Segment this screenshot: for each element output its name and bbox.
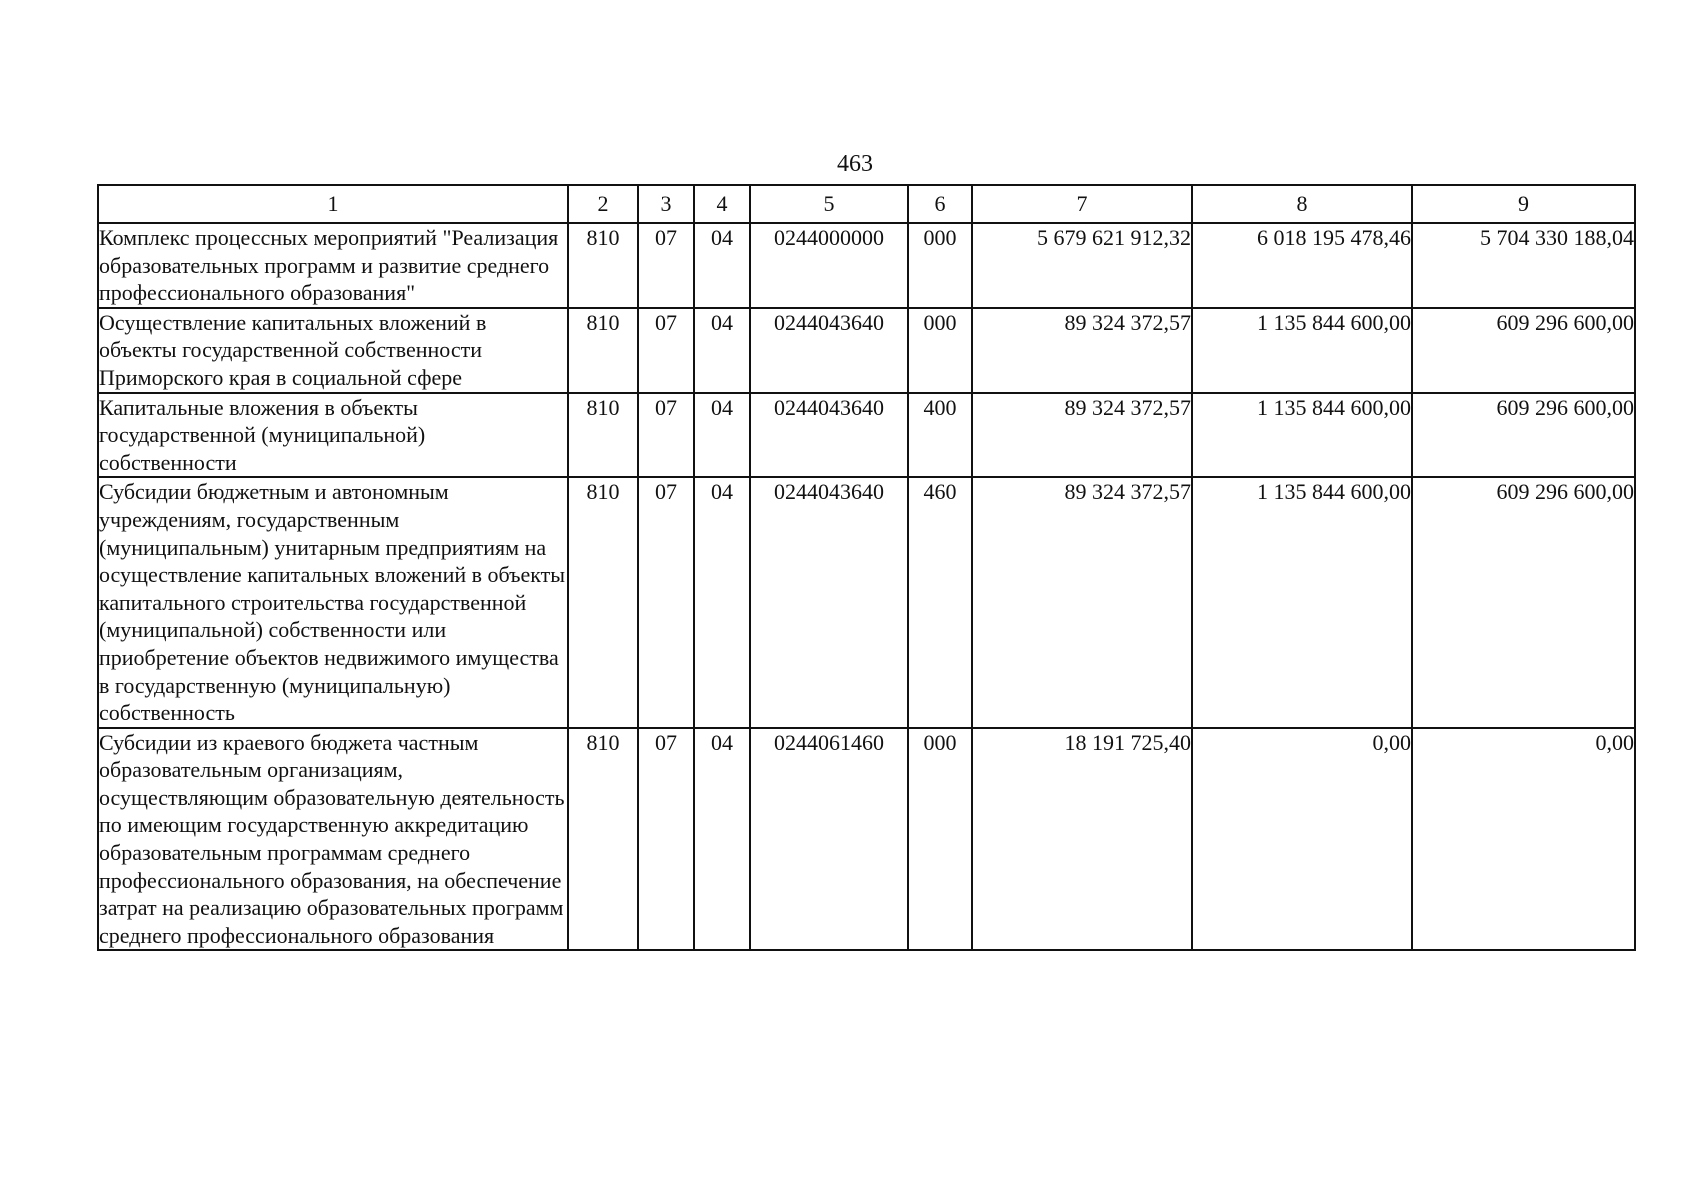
section-code-cell: 07 <box>638 223 694 308</box>
amount-col8-cell: 0,00 <box>1192 728 1412 951</box>
ministry-code-cell: 810 <box>568 728 638 951</box>
column-header: 6 <box>908 185 972 223</box>
budget-table <box>97 184 1636 951</box>
header-row <box>98 185 1635 223</box>
target-code-cell: 0244043640 <box>750 308 908 393</box>
table-row <box>98 393 1635 478</box>
target-code-cell: 0244061460 <box>750 728 908 951</box>
row-name-cell: Осуществление капитальных вложений в объекты государственной собственности Приморского края в социальной сфере <box>98 308 568 393</box>
amount-col7-cell: 89 324 372,57 <box>972 393 1192 478</box>
expense-type-cell: 000 <box>908 308 972 393</box>
subsection-code-cell: 04 <box>694 308 750 393</box>
subsection-code-cell: 04 <box>694 728 750 951</box>
amount-col7-cell: 18 191 725,40 <box>972 728 1192 951</box>
column-header: 8 <box>1192 185 1412 223</box>
ministry-code-cell: 810 <box>568 308 638 393</box>
amount-col9-cell: 5 704 330 188,04 <box>1412 223 1635 308</box>
ministry-code-cell: 810 <box>568 477 638 727</box>
amount-col9-cell: 609 296 600,00 <box>1412 308 1635 393</box>
page-number: 463 <box>837 151 873 177</box>
section-code-cell: 07 <box>638 477 694 727</box>
table-row <box>98 308 1635 393</box>
expense-type-cell: 000 <box>908 223 972 308</box>
table-row <box>98 223 1635 308</box>
table-row <box>98 477 1635 727</box>
ministry-code-cell: 810 <box>568 393 638 478</box>
amount-col9-cell: 609 296 600,00 <box>1412 477 1635 727</box>
subsection-code-cell: 04 <box>694 477 750 727</box>
section-code-cell: 07 <box>638 728 694 951</box>
column-header: 4 <box>694 185 750 223</box>
column-header: 9 <box>1412 185 1635 223</box>
row-name-cell: Капитальные вложения в объекты государственной (муниципальной) собственности <box>98 393 568 478</box>
amount-col7-cell: 5 679 621 912,32 <box>972 223 1192 308</box>
column-header: 2 <box>568 185 638 223</box>
row-name-cell: Комплекс процессных мероприятий "Реализация образовательных программ и развитие среднего профессионального образования" <box>98 223 568 308</box>
target-code-cell: 0244000000 <box>750 223 908 308</box>
row-name-cell: Субсидии из краевого бюджета частным образовательным организациям, осуществляющим образовательную деятельность по имеющим государственную аккредитацию образовательным программам среднего профессионального образования, на обеспечение затрат на реализацию образовательных программ среднего профессионального образования <box>98 728 568 951</box>
amount-col7-cell: 89 324 372,57 <box>972 308 1192 393</box>
amount-col8-cell: 6 018 195 478,46 <box>1192 223 1412 308</box>
subsection-code-cell: 04 <box>694 223 750 308</box>
amount-col7-cell: 89 324 372,57 <box>972 477 1192 727</box>
column-header: 5 <box>750 185 908 223</box>
amount-col8-cell: 1 135 844 600,00 <box>1192 477 1412 727</box>
target-code-cell: 0244043640 <box>750 393 908 478</box>
amount-col8-cell: 1 135 844 600,00 <box>1192 393 1412 478</box>
ministry-code-cell: 810 <box>568 223 638 308</box>
target-code-cell: 0244043640 <box>750 477 908 727</box>
amount-col9-cell: 0,00 <box>1412 728 1635 951</box>
amount-col9-cell: 609 296 600,00 <box>1412 393 1635 478</box>
expense-type-cell: 460 <box>908 477 972 727</box>
expense-type-cell: 000 <box>908 728 972 951</box>
table-row <box>98 728 1635 951</box>
column-header: 7 <box>972 185 1192 223</box>
expense-type-cell: 400 <box>908 393 972 478</box>
column-header: 3 <box>638 185 694 223</box>
section-code-cell: 07 <box>638 308 694 393</box>
amount-col8-cell: 1 135 844 600,00 <box>1192 308 1412 393</box>
section-code-cell: 07 <box>638 393 694 478</box>
subsection-code-cell: 04 <box>694 393 750 478</box>
row-name-cell: Субсидии бюджетным и автономным учреждениям, государственным (муниципальным) унитарным предприятиям на осуществление капитальных вложений в объекты капитального строительства государственной (муниципальной) собственности или приобретение объектов недвижимого имущества в государственную (муниципальную) собственность <box>98 477 568 727</box>
column-header: 1 <box>98 185 568 223</box>
